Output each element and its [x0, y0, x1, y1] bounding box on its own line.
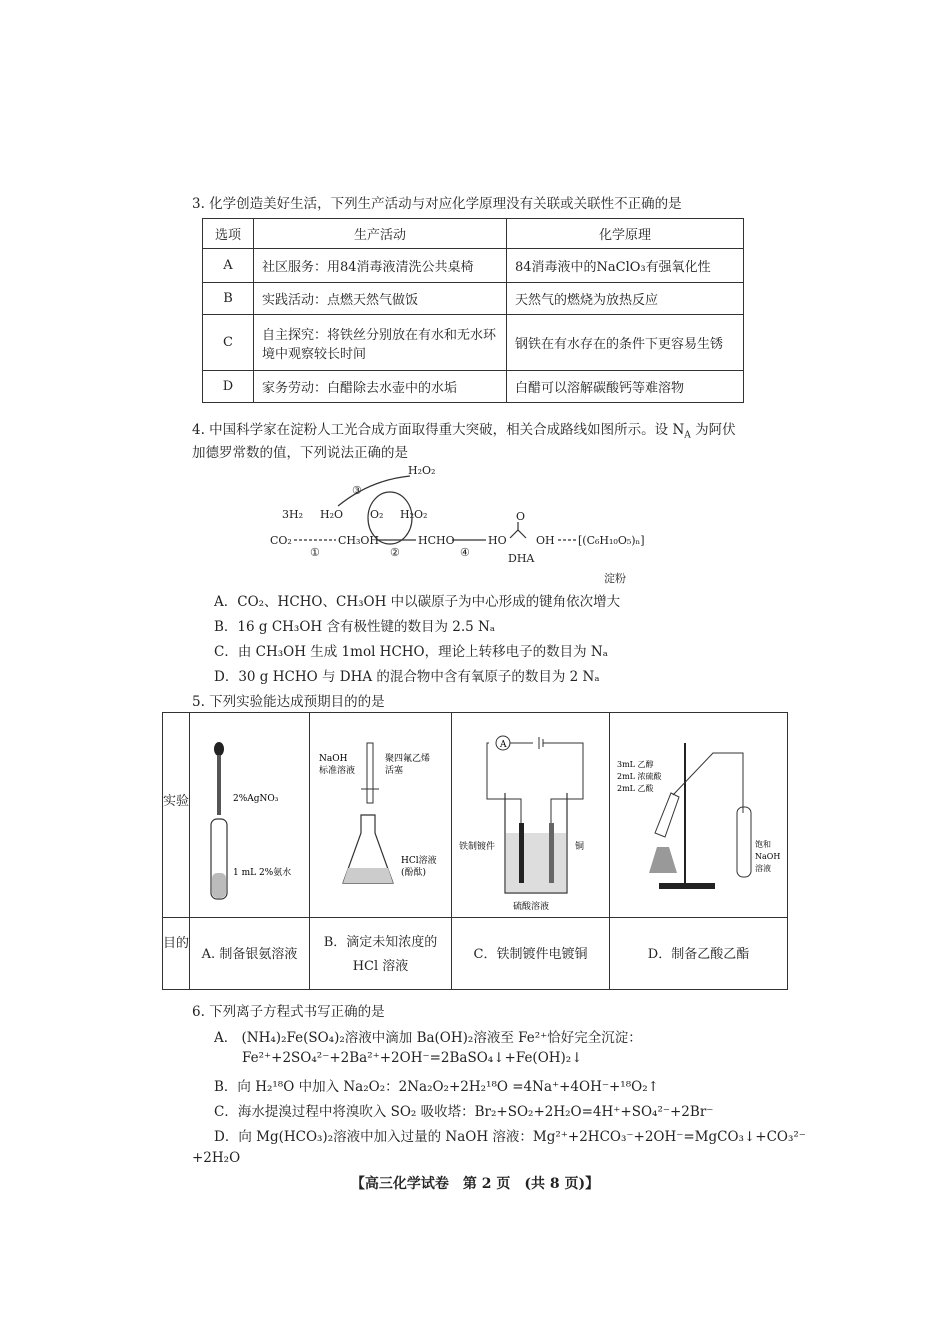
apparatus-b — [313, 723, 449, 913]
page-footer: 【高三化学试卷 第 2 页 (共 8 页)】 — [350, 1176, 600, 1192]
q4-option-d: D．30 g HCHO 与 DHA 的混合物中含有氧原子的数目为 2 Nₐ — [214, 669, 600, 685]
label-h2o2: H₂O₂ — [400, 508, 428, 521]
purpose-b-line2: HCl 溶液 — [352, 959, 409, 974]
arrow-step3 — [338, 476, 410, 506]
label-hcho: HCHO — [418, 534, 455, 547]
q3-row-principle: 84消毒液中的NaClO₃有强氧化性 — [507, 249, 744, 283]
dha-skeleton — [510, 530, 526, 538]
label-agno3: 2%AgNO₃ — [233, 794, 279, 804]
label-step3: ③ — [352, 484, 362, 497]
q3-row-option: A — [203, 249, 254, 283]
stand-base — [659, 883, 715, 889]
label-dha: DHA — [508, 552, 535, 565]
label-acetic: 2mL 乙酸 — [617, 784, 654, 793]
q6-option-d-line1: D．向 Mg(HCO₃)₂溶液中加入过量的 NaOH 溶液：Mg²⁺+2HCO₃⁻+2OH⁻=MgCO₃↓+CO₃²⁻ — [214, 1129, 806, 1145]
q4-title-line1 — [192, 418, 736, 441]
q3-header-principle: 化学原理 — [507, 219, 744, 249]
q3-row-activity: 实践活动：点燃天然气做饭 — [254, 283, 507, 315]
q4-title-text: 4. 中国科学家在淀粉人工光合成方面取得重大突破，相关合成路线如图所示。设 N — [192, 422, 685, 438]
label-copper: 铜 — [575, 842, 585, 852]
label-ammeter: A — [500, 740, 507, 750]
label-ammonia: 1 mL 2%氨水 — [233, 868, 292, 878]
purpose-d: D．制备乙酸乙酯 — [647, 947, 750, 962]
apparatus-d — [613, 723, 783, 913]
label-standard: 标准溶液 — [319, 766, 356, 776]
purpose-c: C．铁制镀件电镀铜 — [473, 947, 588, 962]
wire-left — [487, 743, 521, 833]
label-hcl: HCl溶液 — [401, 856, 437, 866]
q3-table — [202, 218, 744, 403]
label-h2o2-top: H₂O₂ — [408, 464, 436, 477]
label-sulfuric: 硫酸溶液 — [513, 902, 550, 912]
copper-anode — [549, 823, 554, 883]
delivery-tube — [673, 753, 743, 813]
label-carbonyl-o: O — [516, 510, 526, 523]
label-naoh: NaOH — [319, 754, 348, 764]
label-iron-part: 铁制镀件 — [459, 842, 496, 852]
q4-option-b: B．16 g CH₃OH 含有极性键的数目为 2.5 Nₐ — [214, 619, 496, 635]
label-o2: O₂ — [370, 508, 384, 521]
alcohol-lamp — [649, 847, 677, 873]
label-solution-d: 溶液 — [755, 864, 771, 873]
q3-title: 3. 化学创造美好生活，下列生产活动与对应化学原理没有关联或关联性不正确的是 — [192, 196, 682, 212]
dropper-bulb — [214, 742, 224, 756]
q3-row-principle: 白醋可以溶解碳酸钙等难溶物 — [507, 371, 744, 403]
q3-row-option: B — [203, 283, 254, 315]
q4-title-end: 为阿伏 — [690, 422, 736, 438]
apparatus-a — [193, 723, 305, 913]
label-step4: ④ — [460, 546, 470, 559]
iron-cathode — [519, 823, 524, 883]
label-3h2: 3H₂ — [282, 508, 304, 521]
row-label-experiment: 实验 — [163, 794, 190, 809]
q3-row-activity: 家务劳动：白醋除去水壶中的水垢 — [254, 371, 507, 403]
q6-option-d-line2: +2H₂O — [192, 1150, 241, 1166]
electrolyte — [506, 833, 566, 892]
q3-row-principle: 钢铁在有水存在的条件下更容易生锈 — [507, 315, 744, 371]
reaction-tube — [655, 793, 679, 837]
q3-header-option: 选项 — [203, 219, 254, 249]
q6-title: 6. 下列离子方程式书写正确的是 — [192, 1004, 385, 1020]
q6-option-c: C．海水提溴过程中将溴吹入 SO₂ 吸收塔：Br₂+SO₂+2H₂O=4H⁺+SO₄²⁻+2Br⁻ — [214, 1104, 714, 1120]
dropper-tube — [217, 755, 221, 815]
q6-option-a-line2: Fe²⁺+2SO₄²⁻+2Ba²⁺+2OH⁻=2BaSO₄↓+Fe(OH)₂↓ — [242, 1050, 583, 1066]
purpose-b-line1: B．滴定未知浓度的 — [323, 935, 438, 950]
label-starch: 淀粉 — [604, 572, 626, 585]
label-saturated: 饱和 — [755, 840, 771, 849]
q6-option-a-line1: A． (NH₄)₂Fe(SO₄)₂溶液中滴加 Ba(OH)₂溶液至 Fe²⁺恰好完全沉淀： — [214, 1030, 642, 1046]
label-naoh-d: NaOH — [755, 852, 781, 861]
label-conc-h2so4: 2mL 浓硫酸 — [617, 772, 662, 781]
label-ch3oh: CH₃OH — [338, 534, 380, 547]
q5-table — [162, 712, 788, 990]
label-ho: HO — [488, 534, 507, 547]
q4-title-line2: 加德罗常数的值，下列说法正确的是 — [192, 445, 408, 461]
q3-row-activity: 自主探究：将铁丝分别放在有水和无水环境中观察较长时间 — [254, 315, 507, 371]
q4-option-c: C．由 CH₃OH 生成 1mol HCHO，理论上转移电子的数目为 Nₐ — [214, 644, 608, 660]
flask-solution — [343, 868, 393, 883]
row-label-purpose: 目的 — [163, 936, 190, 951]
label-h2o: H₂O — [320, 508, 344, 521]
label-oh: OH — [536, 534, 555, 547]
q5-title: 5. 下列实验能达成预期目的的是 — [192, 694, 385, 710]
q4-option-a: A．CO₂、HCHO、CH₃OH 中以碳原子为中心形成的键角依次增大 — [214, 594, 621, 610]
q3-row-option: D — [203, 371, 254, 403]
q3-header-activity: 生产活动 — [254, 219, 507, 249]
synthesis-route-diagram — [260, 460, 660, 590]
label-valve: 活塞 — [385, 766, 404, 776]
q4-title-sub: A — [684, 430, 691, 441]
solution — [212, 873, 226, 898]
burette — [367, 743, 373, 803]
label-ethanol: 3mL 乙醇 — [617, 760, 654, 769]
label-step2: ② — [390, 546, 400, 559]
label-ptfe: 聚四氟乙烯 — [385, 754, 431, 764]
divider — [163, 917, 787, 918]
label-co2: CO₂ — [270, 534, 292, 547]
q3-row-activity: 社区服务：用84消毒液清洗公共桌椅 — [254, 249, 507, 283]
receiving-tube — [737, 807, 751, 877]
q6-option-b: B．向 H₂¹⁸O 中加入 Na₂O₂：2Na₂O₂+2H₂¹⁸O =4Na⁺+4OH⁻+¹⁸O₂↑ — [214, 1079, 659, 1095]
apparatus-c — [455, 723, 607, 913]
purpose-a: A. 制备银氨溶液 — [201, 947, 298, 962]
label-starch-formula: [(C₆H₁₀O₅)ₙ] — [578, 534, 645, 547]
q3-row-option: C — [203, 315, 254, 371]
q3-row-principle: 天然气的燃烧为放热反应 — [507, 283, 744, 315]
label-step1: ① — [310, 546, 320, 559]
label-phenolphthalein: (酚酞) — [401, 868, 427, 878]
